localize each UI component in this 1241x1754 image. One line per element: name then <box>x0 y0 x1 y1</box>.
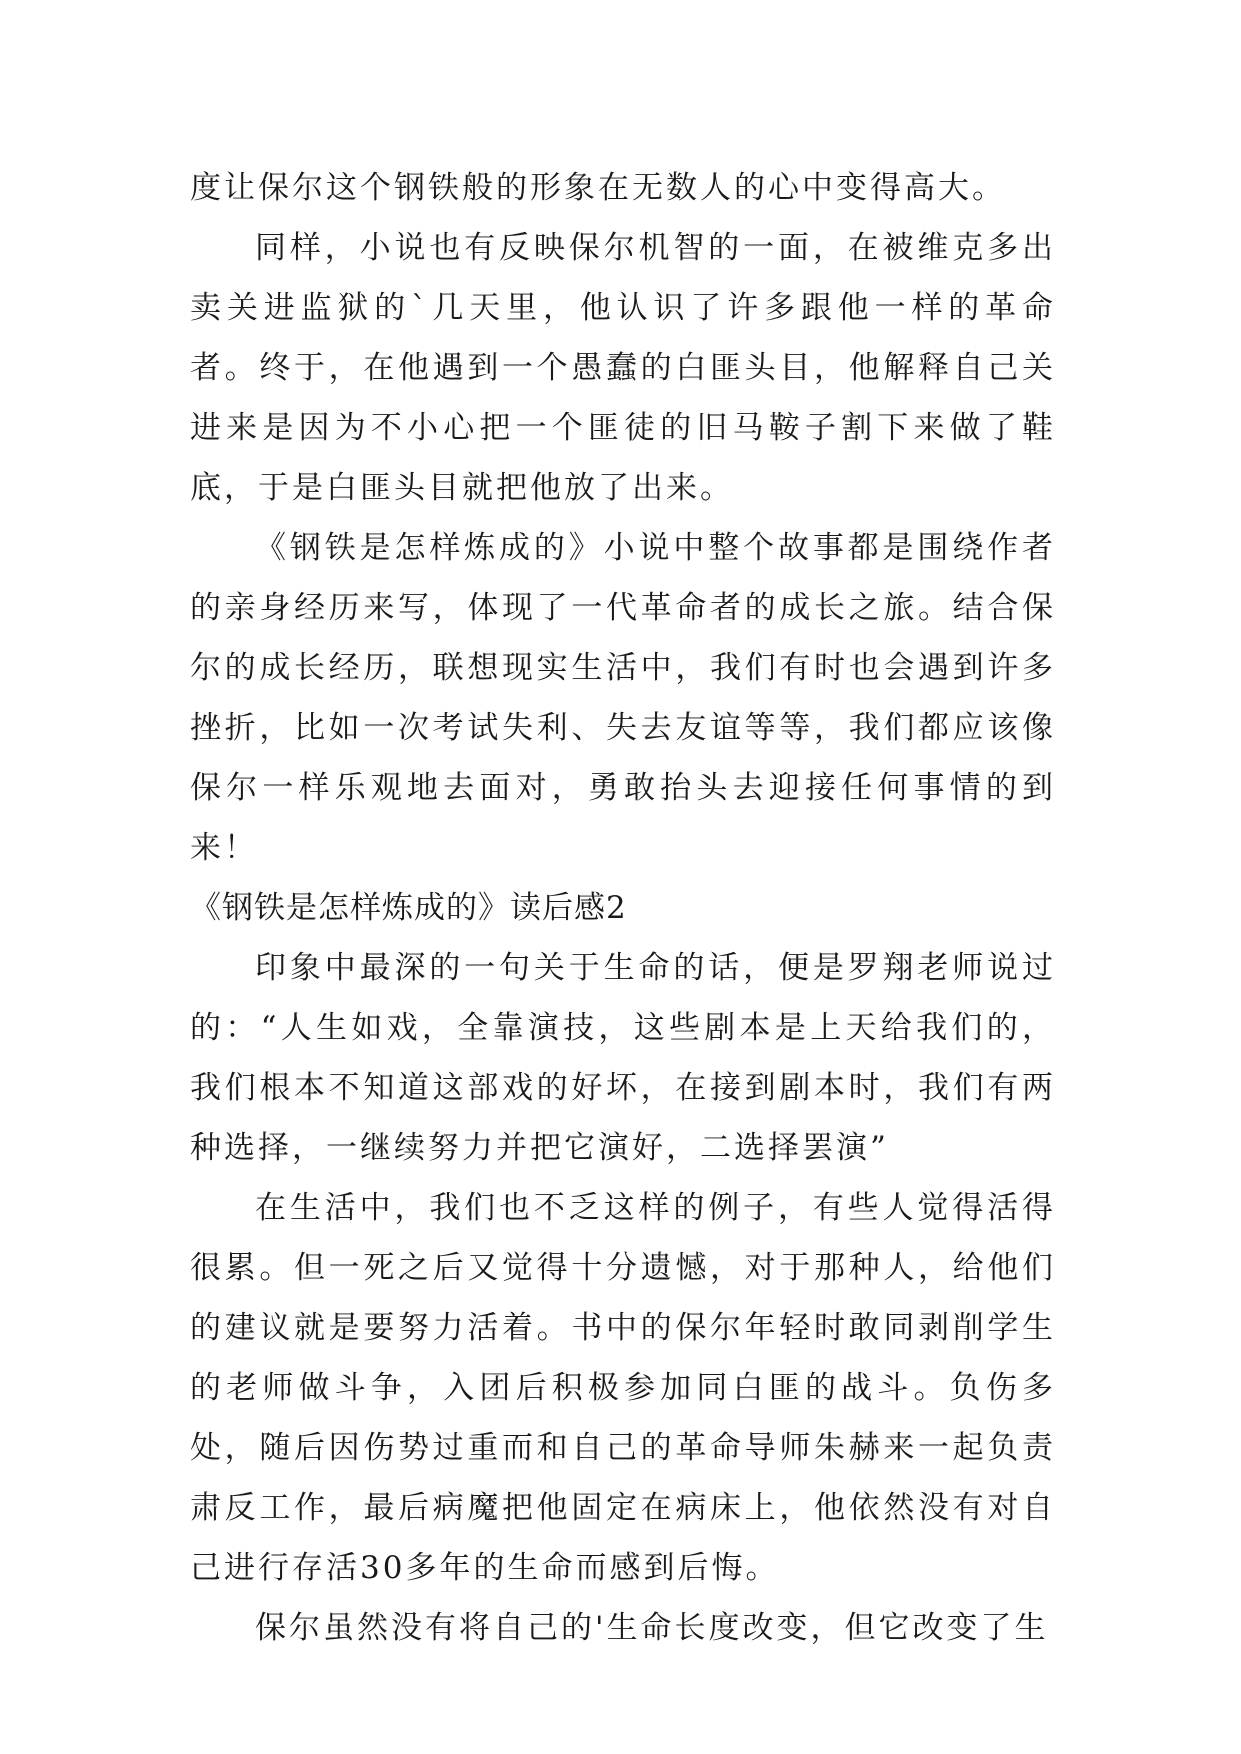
paragraph-continuation: 度让保尔这个钢铁般的形象在无数人的心中变得高大。 <box>190 170 1006 206</box>
paragraph-life-length: 保尔虽然没有将自己的'生命长度改变，但它改变了生 <box>255 1610 1049 1646</box>
paragraph-life-examples: 在生活中，我们也不乏这样的例子，有些人觉得活得很累。但一死之后又觉得十分遗憾，对于那种人，给他们的建议就是要努力活着。书中的保尔年轻时敢同剥削学生的老师做斗争，入团后积极参加同白匪的战斗。负伤多处，随后因伤势过重而和自己的革命导师朱赫来一起负责肃反工作，最后病魔把他固定在病床上，他依然没有对自己进行存活30多年的生命而感到后悔。 <box>190 1190 1056 1586</box>
paragraph-pauls-wit: 同样，小说也有反映保尔机智的一面，在被维克多出卖关进监狱的`几天里，他认识了许多跟他一样的革命者。终于，在他遇到一个愚蠢的白匪头目，他解释自己关进来是因为不小心把一个匪徒的旧马鞍子割下来做了鞋底，于是白匪头目就把他放了出来。 <box>190 230 1056 506</box>
section-heading: 《钢铁是怎样炼成的》读后感2 <box>190 890 627 926</box>
document-body <box>190 158 1056 1658</box>
paragraph-luo-xiang-quote: 印象中最深的一句关于生命的话，便是罗翔老师说过的：“人生如戏，全靠演技，这些剧本是上天给我们的，我们根本不知道这部戏的好坏，在接到剧本时，我们有两种选择，一继续努力并把它演好，二选择罢演” <box>190 950 1056 1166</box>
paragraph-novel-summary: 《钢铁是怎样炼成的》小说中整个故事都是围绕作者的亲身经历来写，体现了一代革命者的成长之旅。结合保尔的成长经历，联想现实生活中，我们有时也会遇到许多挫折，比如一次考试失利、失去友谊等等，我们都应该像保尔一样乐观地去面对，勇敢抬头去迎接任何事情的到来！ <box>190 530 1056 866</box>
